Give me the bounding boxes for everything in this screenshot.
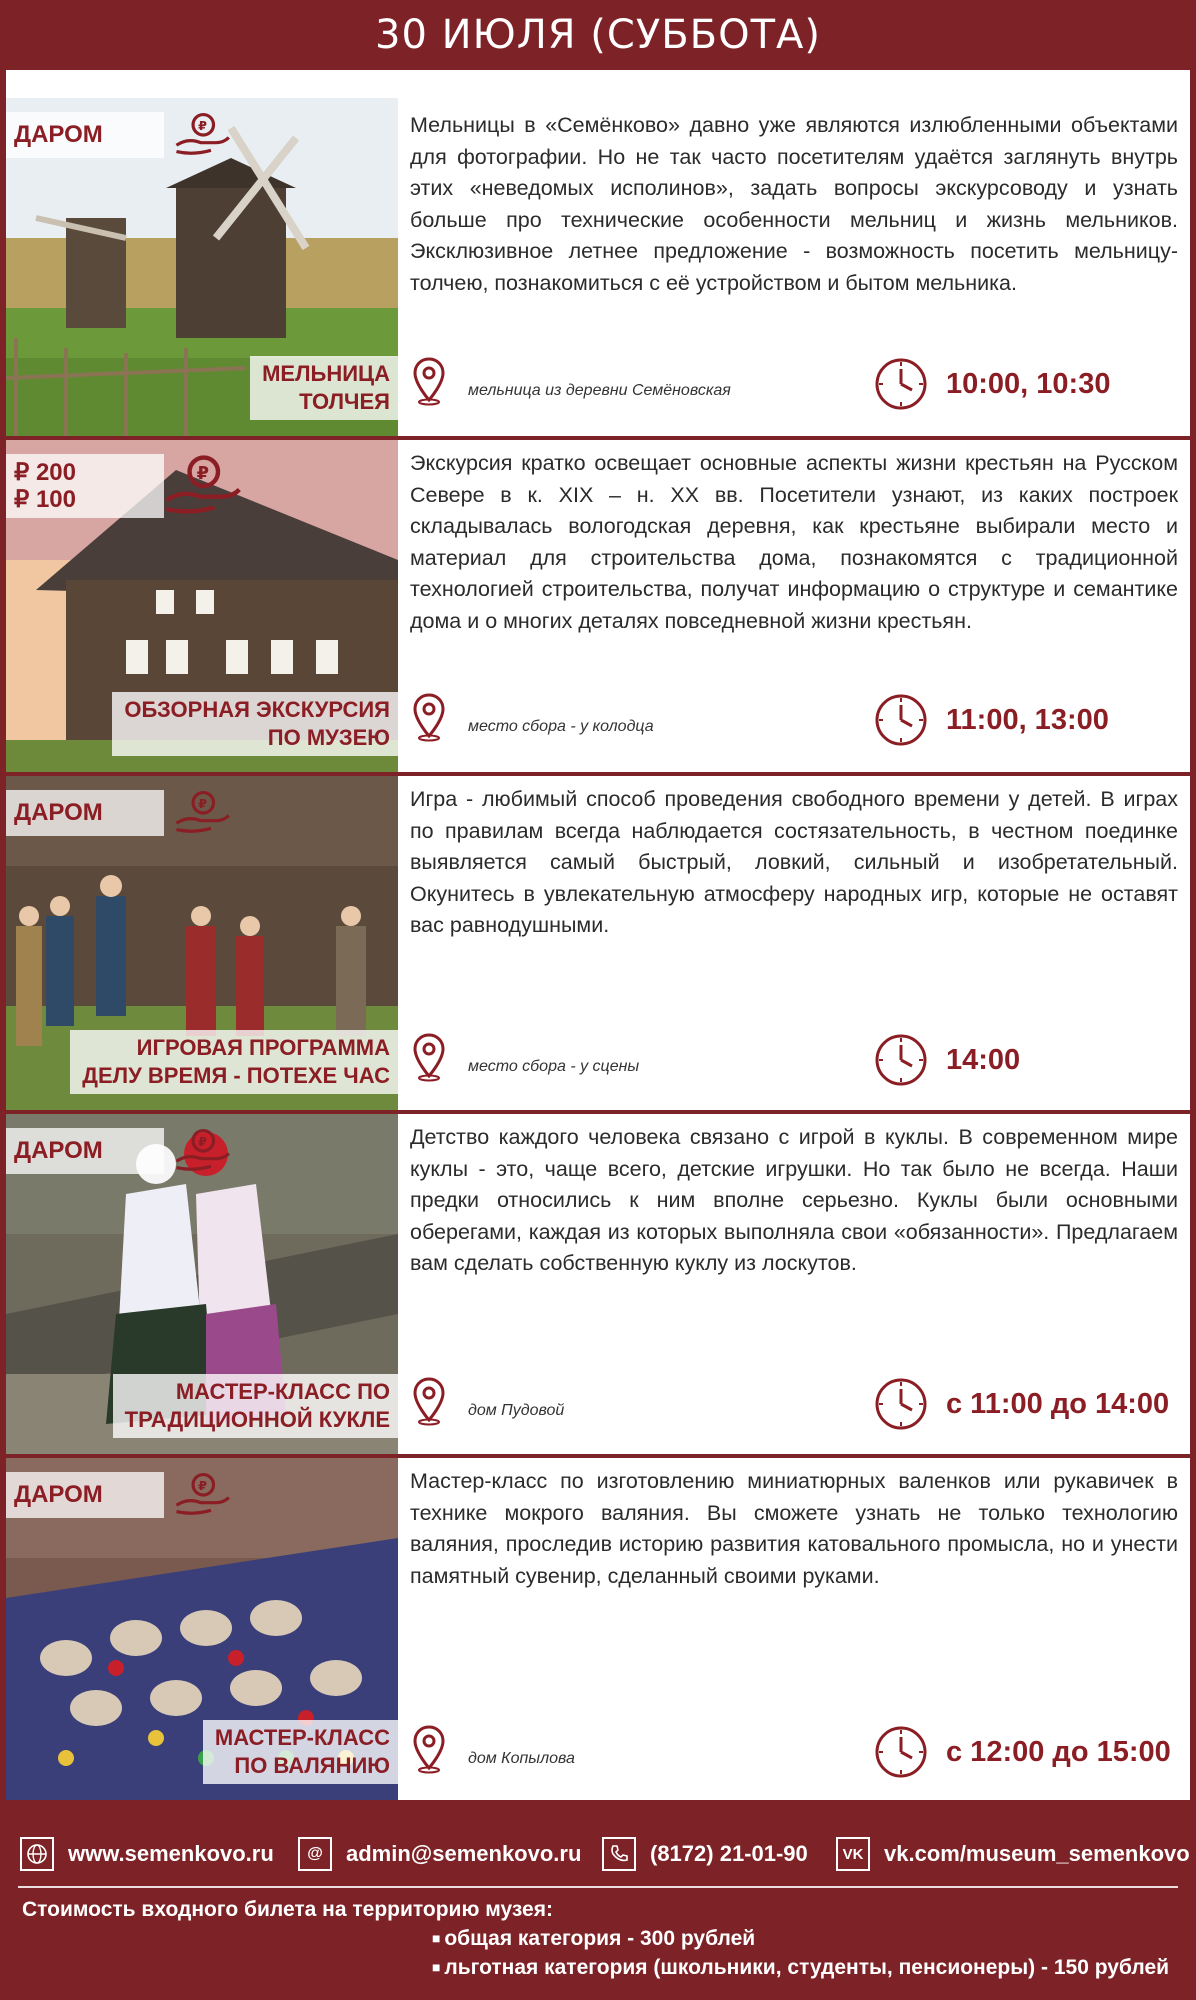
event-photo: [6, 1114, 398, 1454]
event-title: [112, 692, 398, 756]
price-text: ₽ 200: [14, 459, 76, 486]
clock-icon: [874, 693, 928, 747]
location-pin-icon: [412, 1032, 446, 1082]
vk-text: vk.com/museum_semenkovo: [884, 1841, 1190, 1866]
email-text: admin@semenkovo.ru: [346, 1841, 582, 1866]
at-sign-icon: @: [298, 1837, 332, 1871]
coin-hand-icon: [6, 1472, 398, 1518]
event-title-line: ПО МУЗЕЮ: [267, 725, 390, 750]
ticket-item: ■ льготная категория (школьники, студенты, пенсионеры) - 150 рублей: [432, 1953, 1174, 1982]
event-card: [6, 440, 1190, 772]
vk-link[interactable]: [836, 1837, 1190, 1871]
website-text: www.semenkovo.ru: [68, 1841, 274, 1866]
event-description: Игра - любимый способ проведения свободного времени у детей. В играх по правилам всегда наблюдается состязательность, в честном поединке выявляется самый быстрый, ловкий, сильный и изобретательный. Окунитесь в увлекательную атмосферу народных игр, которые не оставят вас равнодушными.: [410, 787, 1178, 937]
event-title-line: ТРАДИЦИОННОЙ КУКЛЕ: [124, 1407, 390, 1432]
phone-link[interactable]: [602, 1837, 808, 1871]
event-location: дом Копылова: [468, 1750, 575, 1767]
svg-text:₽: ₽: [198, 118, 208, 134]
event-photo: [6, 776, 398, 1110]
svg-text:₽: ₽: [198, 1134, 208, 1150]
clock-icon: [874, 1033, 928, 1087]
phone-icon: [602, 1837, 636, 1871]
event-title-line: МАСТЕР-КЛАСС: [214, 1725, 390, 1750]
ticket-item: ■ общая категория - 300 рублей: [432, 1924, 1174, 1953]
event-title-line: ИГРОВАЯ ПРОГРАММА: [136, 1035, 390, 1060]
contacts-bar: [0, 1822, 1196, 1886]
event-location: дом Пудовой: [468, 1402, 565, 1419]
event-description: Мастер-класс по изготовлению миниатюрных валенков или рукавичек в технике мокрого валяния. Вы сможете узнать не только технологию валяния, проследив историю развития катовального промысла, но и унести памятный сувенир, сделанный своими руками.: [410, 1469, 1178, 1588]
price-text: ₽ 100: [14, 486, 76, 513]
event-title: [113, 1374, 398, 1438]
price-badge: [6, 454, 210, 518]
price-badge: [6, 112, 208, 158]
event-location: место сбора - у колодца: [468, 718, 654, 735]
event-time: 14:00: [946, 1044, 1021, 1076]
ticket-heading: Стоимость входного билета на территорию музея:: [22, 1898, 553, 1921]
price-badge: [6, 1128, 208, 1174]
website-link[interactable]: [20, 1837, 274, 1871]
coin-hand-icon: [6, 112, 398, 158]
svg-text:₽: ₽: [198, 796, 208, 812]
divider: [18, 1886, 1178, 1888]
location-pin-icon: [412, 692, 446, 742]
coin-hand-icon: [6, 790, 398, 836]
event-time: с 12:00 до 15:00: [946, 1736, 1171, 1768]
coin-hand-icon: [6, 1128, 398, 1174]
event-title: [70, 1030, 398, 1094]
event-photo: [6, 440, 398, 772]
price-badge: [6, 1472, 208, 1518]
event-card: [6, 776, 1190, 1110]
event-title-line: ТОЛЧЕЯ: [299, 389, 390, 414]
clock-icon: [874, 1377, 928, 1431]
event-time: 11:00, 13:00: [946, 704, 1109, 736]
svg-text:₽: ₽: [198, 1478, 208, 1494]
event-description: Экскурсия кратко освещает основные аспекты жизни крестьян на Русском Севере в к. XIX – н. XX вв. Посетители узнают, из каких построек складывалась вологодская деревня, как крестьяне выбирали место и материал для строительства дома, познакомятся с традиционной технологией строительства, получат информацию о структуре и семантике дома и о многих деталях повседневной жизни крестьян.: [410, 451, 1178, 633]
event-title: [250, 356, 398, 420]
event-title-line: МАСТЕР-КЛАСС ПО: [175, 1379, 390, 1404]
clock-icon: [874, 1725, 928, 1779]
phone-text: (8172) 21-01-90: [650, 1841, 808, 1866]
event-photo: [6, 98, 398, 436]
event-photo: [6, 1458, 398, 1800]
svg-text:₽: ₽: [196, 463, 210, 484]
event-title-line: ОБЗОРНАЯ ЭКСКУРСИЯ: [124, 697, 390, 722]
location-pin-icon: [412, 1376, 446, 1426]
price-text: ДАРОМ: [14, 799, 103, 826]
globe-icon: [20, 1837, 54, 1871]
event-location: мельница из деревни Семёновская: [468, 382, 731, 399]
event-title-line: МЕЛЬНИЦА: [262, 361, 390, 386]
ticket-info: [22, 1896, 1174, 1982]
event-location: место сбора - у сцены: [468, 1058, 640, 1075]
price-badge: [6, 790, 208, 836]
location-pin-icon: [412, 356, 446, 406]
vk-icon: VK: [836, 1837, 870, 1871]
location-pin-icon: [412, 1724, 446, 1774]
event-description: Мельницы в «Семёнково» давно уже являются излюбленными объектами для фотографии. Но не так часто посетителям удаётся заглянуть внутрь этих «неведомых исполинов», задать вопросы экскурсоводу и узнать больше про технические особенности мельниц и жизнь мельников. Эксклюзивное летнее предложение - возможность посетить мельницу-толчею, познакомиться с её устройством и бытом мельника.: [410, 113, 1178, 295]
event-card: [6, 70, 1190, 436]
event-time: с 11:00 до 14:00: [946, 1388, 1170, 1420]
event-card: [6, 1458, 1190, 1800]
page-title: [0, 0, 1196, 70]
price-text: ДАРОМ: [14, 1481, 103, 1508]
email-link[interactable]: [298, 1837, 581, 1871]
price-text: ДАРОМ: [14, 121, 103, 148]
event-title-line: ДЕЛУ ВРЕМЯ - ПОТЕХЕ ЧАС: [82, 1063, 390, 1088]
ticket-list: [432, 1924, 1174, 1982]
event-title-line: ПО ВАЛЯНИЮ: [234, 1753, 390, 1778]
page-title-text: 30 ИЮЛЯ (СУББОТА): [375, 12, 821, 58]
event-time: 10:00, 10:30: [946, 368, 1111, 400]
clock-icon: [874, 357, 928, 411]
event-card: [6, 1114, 1190, 1454]
event-description: Детство каждого человека связано с игрой в куклы. В современном мире куклы - это, чаще всего, детские игрушки. Но так было не всегда. Наши предки относились к ним вполне серьезно. Куклы были основными оберегами, каждая из которых выполняла свои «обязанности». Предлагаем вам сделать собственную куклу из лоскутов.: [410, 1125, 1178, 1275]
coin-hand-icon: [6, 454, 398, 518]
price-text: ДАРОМ: [14, 1137, 103, 1164]
event-title: [203, 1720, 398, 1784]
